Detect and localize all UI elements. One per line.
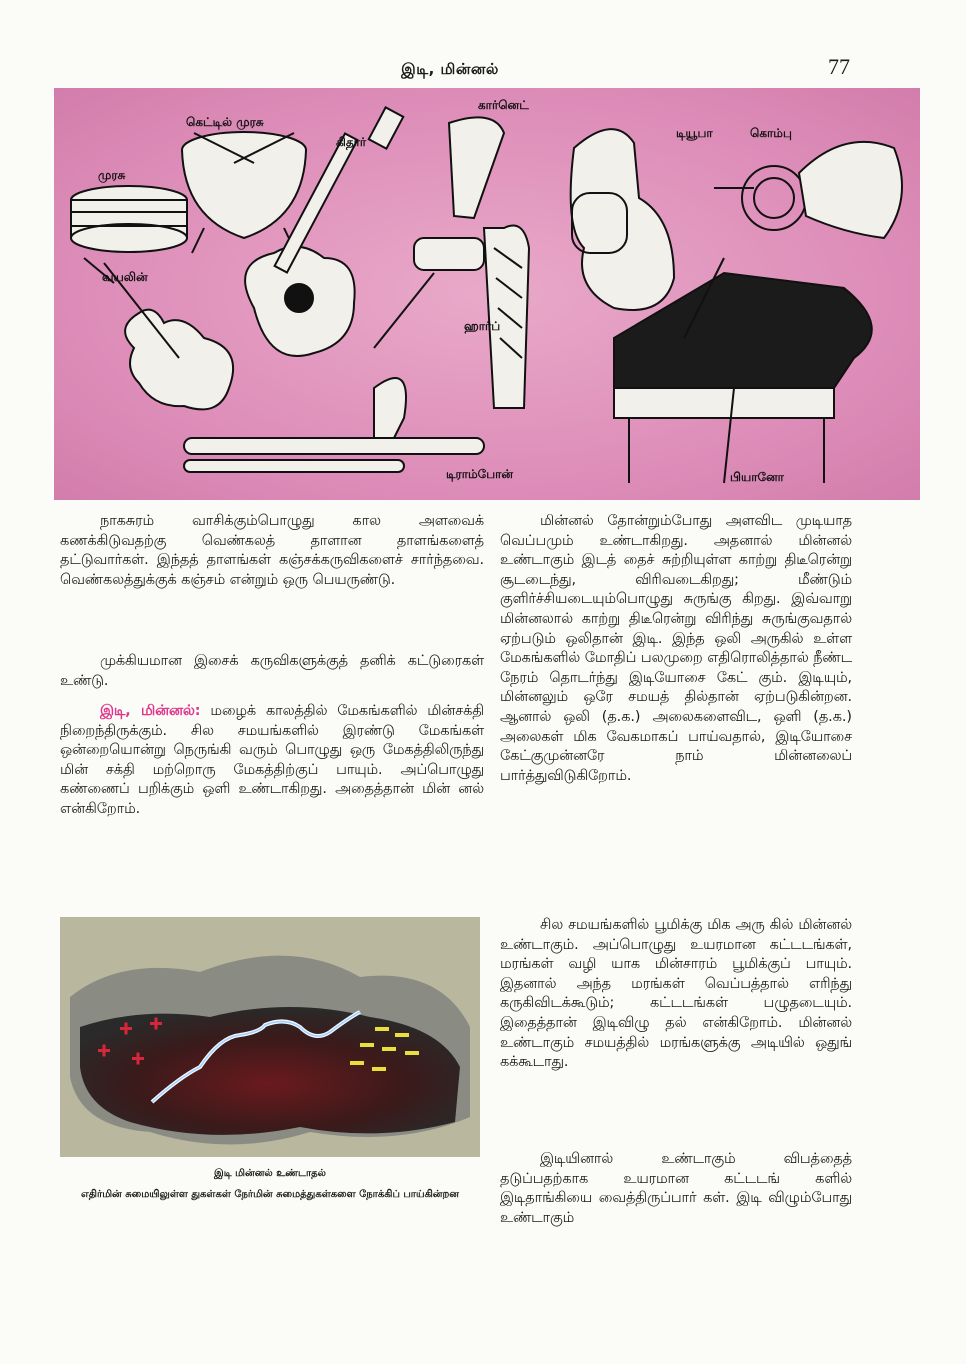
section-term-thunder-lightning: இடி, மின்னல்:: [100, 703, 201, 719]
instruments-drawing: [54, 88, 920, 500]
trombone-drawing: [184, 378, 484, 472]
horn-drawing: [714, 142, 902, 238]
label-tuba: டியூபா: [676, 126, 713, 140]
right-paragraph-2: [500, 916, 852, 1073]
kettle-drum-drawing: [182, 132, 306, 253]
left-paragraph-2: [60, 652, 484, 691]
musical-instruments-illustration: [54, 88, 920, 500]
lightning-photo: [60, 917, 480, 1157]
label-guitar: கிதார்: [336, 135, 367, 149]
right-paragraph-3: [500, 1150, 852, 1228]
left-paragraph-1: [60, 512, 484, 590]
photo-caption-title: இடி மின்னல் உண்டாதல்: [214, 1168, 326, 1179]
label-murasu: முரசு: [98, 168, 126, 182]
lightning-photo-drawing: [60, 917, 480, 1157]
left-paragraph-3-text: மழைக் காலத்தில் மேகங்களில் மின்சக்தி நிறைந்திருக்கும். சில சமயங்களில் இரண்டு மேகங்கள் ஒன்றையொன்று நெருங்கி வரும் பொழுது ஒரு மேகத்திலிருந்து மின் சக்தி மற்றொரு மேகத்திற்குப் பாயும். அப்பொழுது கண்ணைப் பறிக்கும் ஒளி உண்டாகிறது. அதைத்தான் மின் னல் என்கிறோம்.: [60, 703, 485, 817]
right-paragraph-1: [500, 512, 852, 786]
page-number: 77: [828, 54, 850, 79]
label-harp: ஹார்ப்: [464, 319, 501, 333]
murasu-drawing: [71, 186, 187, 252]
right-paragraph-1-text: மின்னல் தோன்றும்போது அளவிட முடியாத வெப்பமும் உண்டாகிறது. அதனால் மின்னல் உண்டாகும் இடத் தைச் சுற்றியுள்ள காற்று திடீரென்று சூடடைந்து, விரிவடைகிறது; மீண்டும் குளிர்ச்சியடையும்பொழுது சுருங்கு கிறது. இவ்வாறு மின்னலால் காற்று திடீரென்று விரிந்து சுருங்குவதால் ஏற்படும் ஒலிதான் இடி. இந்த ஒலி அருகில் உள்ள மேகங்களில் மோதிப் பலமுறை எதிரொலித்தால் நீண்ட நேரம் தொடர்ந்து இடியோசை கேட் கும். இடியும், மின்னலும் ஒரே சமயத் தில்தான் ஏற்படுகின்றன. ஆனால் ஒலி (த.க.) அலைகளைவிட, ஒளி (த.க.) அலைகள் மிக வேகமாகப் பாய்வதால், இடியோசை கேட்குமுன்னரே நாம் மின்னலைப் பார்த்துவிடுகிறோம்.: [500, 513, 852, 784]
label-trombone: டிராம்போன்: [446, 467, 514, 481]
left-paragraph-2-text: முக்கியமான இசைக் கருவிகளுக்குத் தனிக் கட்டுரைகள் உண்டு.: [60, 653, 484, 689]
tuba-drawing: [571, 129, 674, 310]
label-cornet: கார்னெட்: [478, 98, 529, 112]
label-piano: பியானோ: [730, 470, 784, 484]
right-paragraph-3-text: இடியினால் உண்டாகும் விபத்தைத் தடுப்பதற்காக உயரமான கட்டடங் களில் இடிதாங்கியை வைத்திருப்பார் கள். இடி விழும்போது உண்டாகும்: [500, 1151, 852, 1226]
page-header-title: இடி, மின்னல்: [401, 60, 499, 78]
label-kettle-drum: கெட்டில் முரசு: [186, 115, 264, 129]
photo-caption-text: எதிர்மின் சுமையிலுள்ள துகள்கள் நேர்மின் சுமைத்துகள்களை நோக்கிப் பாய்கின்றன: [80, 1189, 460, 1200]
label-horn: கொம்பு: [750, 126, 792, 140]
left-paragraph-1-text: நாகசுரம் வாசிக்கும்பொழுது கால அளவைக் கணக்கிடுவதற்கு வெண்கலத் தாளான தாளங்களைத் தட்டுவார்கள். இந்தத் தாளங்கள் கஞ்சக்கருவிகளைச் சார்ந்தவை. வெண்கலத்துக்குக் கஞ்சம் என்றும் ஒரு பெயருண்டு.: [60, 513, 484, 588]
harp-drawing: [484, 226, 529, 409]
right-paragraph-2-text: சில சமயங்களில் பூமிக்கு மிக அரு கில் மின்னல் உண்டாகும். அப்பொழுது உயரமான கட்டடங்கள், மரங்கள் வழி யாக மின்சாரம் பூமிக்குப் பாயும். இதனால் அந்த மரங்கள் வெப்பத்தால் எரிந்து கருகிவிடக்கூடும்; கட்டடங்கள் பழுதடையும். இதைத்தான் இடிவிழு தல் என்கிறோம். மின்னல் உண்டாகும் சமயத்தில் மரங்களுக்கு அடியில் ஒதுங் கக்கூடாது.: [500, 917, 852, 1071]
label-violin: வயலின்: [102, 270, 148, 284]
left-paragraph-3: [60, 702, 484, 820]
